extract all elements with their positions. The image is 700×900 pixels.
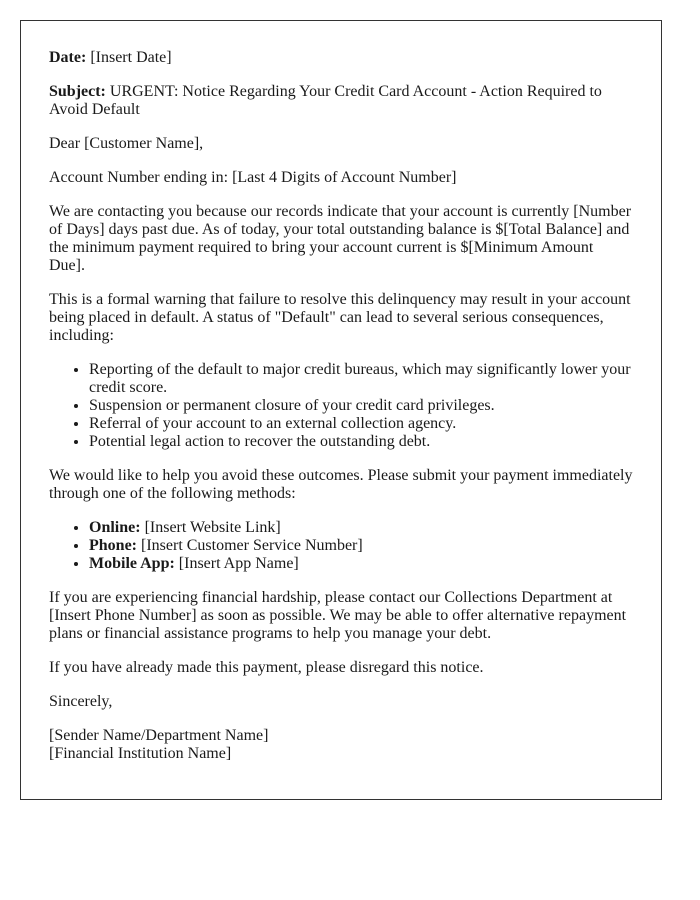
letter-container — [20, 20, 662, 800]
subject-line — [49, 83, 633, 119]
date-value: [Insert Date] — [90, 49, 172, 66]
date-line — [49, 49, 633, 67]
status-paragraph: We are contacting you because our records indicate that your account is currently [Number of Days] days past due. As of today, your total outstanding balance is $[Total Balance] and the minimum payment required to bring your account current is $[Minimum Amount Due]. — [49, 203, 632, 274]
payment-method-label: Mobile App: — [89, 555, 175, 572]
payment-method-value: [Insert App Name] — [178, 555, 299, 572]
closing: Sincerely, — [49, 693, 113, 710]
warning-paragraph: This is a formal warning that failure to resolve this delinquency may result in your account being placed in default. A status of "Default" can lead to several serious consequences, including: — [49, 291, 631, 344]
signature-sender: [Sender Name/Department Name] — [49, 727, 269, 744]
consequences-list — [49, 361, 633, 451]
account-number-line: Account Number ending in: [Last 4 Digits of Account Number] — [49, 169, 457, 186]
consequence-item: • Suspension or permanent closure of your credit card privileges. — [89, 397, 633, 415]
payment-method-value: [Insert Customer Service Number] — [141, 537, 363, 554]
subject-value: URGENT: Notice Regarding Your Credit Card Account - Action Required to Avoid Default — [49, 83, 602, 118]
signature-block — [49, 727, 633, 763]
disregard-paragraph: If you have already made this payment, please disregard this notice. — [49, 659, 484, 676]
hardship-paragraph: If you are experiencing financial hardship, please contact our Collections Department at [Insert Phone Number] as soon as possible. We may be able to offer alternative repayment plans or financial assistance programs to help you manage your debt. — [49, 589, 627, 642]
payment-method-mobile-app — [89, 555, 633, 573]
consequence-item: • Reporting of the default to major credit bureaus, which may significantly lower your credit score. — [89, 361, 633, 397]
subject-label: Subject: — [49, 83, 106, 100]
help-paragraph: We would like to help you avoid these outcomes. Please submit your payment immediately through one of the following methods: — [49, 467, 633, 502]
payment-method-label: Online: — [89, 519, 141, 536]
signature-institution: [Financial Institution Name] — [49, 745, 232, 762]
payment-method-value: [Insert Website Link] — [144, 519, 281, 536]
payment-methods-list — [49, 519, 633, 573]
consequence-item: • Referral of your account to an external collection agency. — [89, 415, 633, 433]
payment-method-online — [89, 519, 633, 537]
salutation: Dear [Customer Name], — [49, 135, 204, 152]
payment-method-phone — [89, 537, 633, 555]
payment-method-label: Phone: — [89, 537, 137, 554]
date-label: Date: — [49, 49, 87, 66]
consequence-item: • Potential legal action to recover the outstanding debt. — [89, 433, 633, 451]
